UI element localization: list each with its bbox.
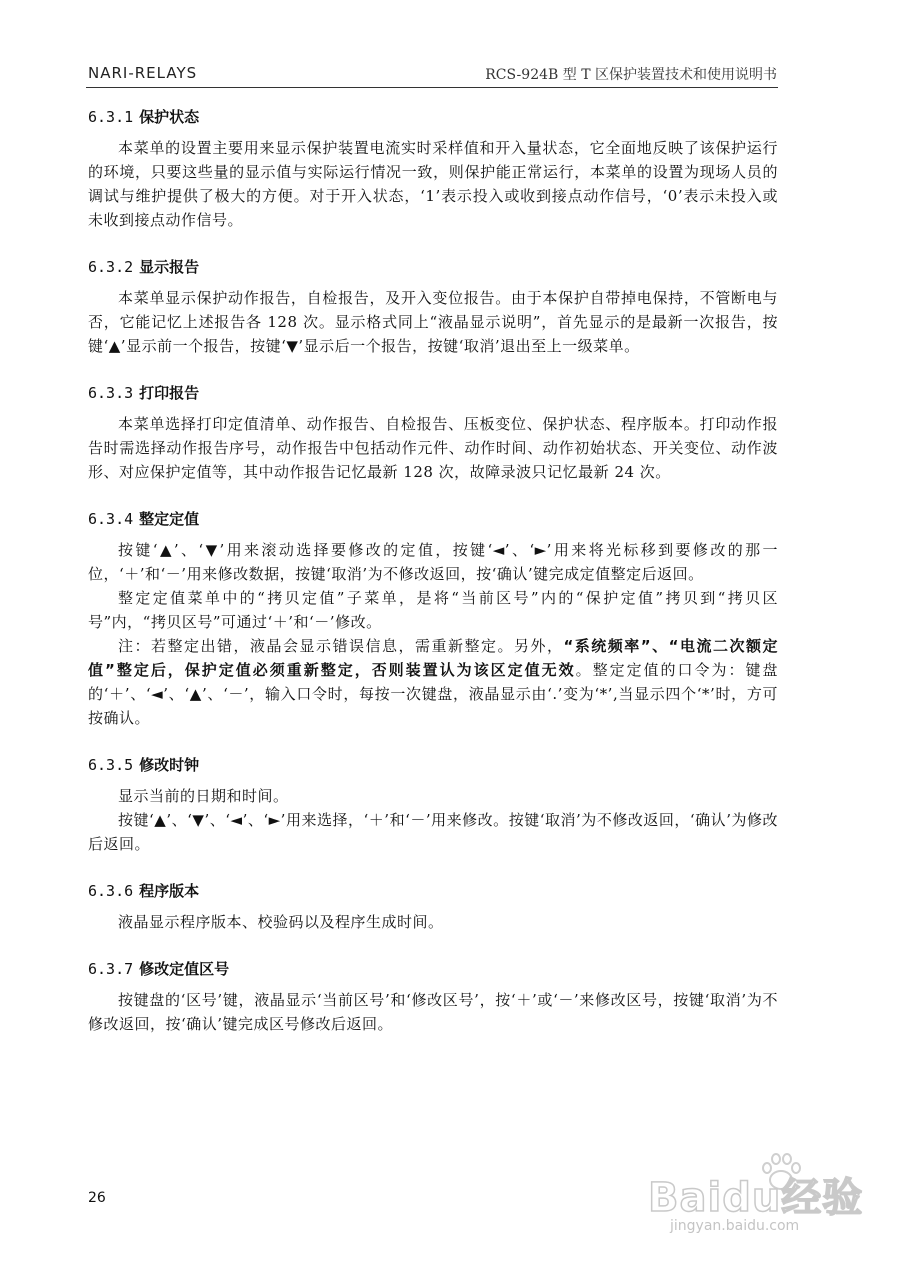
section-number: 6.3.4 xyxy=(88,510,134,528)
page-number: 26 xyxy=(88,1190,106,1206)
section-title: 整定定值 xyxy=(139,510,200,528)
paragraph: 按键‘▲’、‘▼’、‘◄’、‘►’用来选择，‘＋’和‘－’用来修改。按键‘取消’为不修改返回，‘确认’为修改后返回。 xyxy=(88,811,778,853)
paragraph: 按键‘▲’、‘▼’用来滚动选择要修改的定值，按键‘◄’、‘►’用来将光标移到要修改的那一位，‘＋’和‘－’用来修改数据，按键‘取消’为不修改返回，按‘确认’键完成定值整定后返回。 xyxy=(88,541,778,583)
section-number: 6.3.1 xyxy=(88,108,134,126)
paragraph: 按键盘的‘区号’键，液晶显示‘当前区号’和‘修改区号’，按‘＋’或‘－’来修改区号，按键‘取消’为不修改返回，按‘确认’键完成区号修改后返回。 xyxy=(88,991,778,1033)
section-title: 修改时钟 xyxy=(139,756,200,774)
note-prefix: 注：若整定出错，液晶会显示错误信息，需重新整定。另外， xyxy=(118,637,564,655)
note-bold-warning: “系统频率”、“电流二次额定值”整定后，保护定值必须重新整定，否则装置认为该区定值无效 xyxy=(88,637,778,679)
watermark xyxy=(640,1140,890,1260)
note-paragraph xyxy=(88,634,778,730)
section-heading xyxy=(88,506,778,532)
header-manual-title: RCS-924B 型 T 区保护装置技术和使用说明书 xyxy=(485,67,777,83)
paragraph: 液晶显示程序版本、校验码以及程序生成时间。 xyxy=(118,913,444,931)
section-program-version xyxy=(88,878,778,934)
section-protection-status xyxy=(88,104,778,232)
paragraph: 本菜单选择打印定值清单、动作报告、自检报告、压板变位、保护状态、程序版本。打印动作报告时需选择动作报告序号，动作报告中包括动作元件、动作时间、动作初始状态、开关变位、动作波形、对应保护定值等，其中动作报告记忆最新 128 次，故障录波只记忆最新 24 次。 xyxy=(88,415,778,481)
section-title: 程序版本 xyxy=(139,882,200,900)
section-modify-zone xyxy=(88,956,778,1036)
section-number: 6.3.7 xyxy=(88,960,134,978)
section-heading xyxy=(88,752,778,778)
section-heading xyxy=(88,878,778,904)
sections-container xyxy=(88,104,778,1036)
section-number: 6.3.5 xyxy=(88,756,134,774)
section-number: 6.3.6 xyxy=(88,882,134,900)
section-title: 修改定值区号 xyxy=(139,960,230,978)
section-heading xyxy=(88,956,778,982)
section-title: 保护状态 xyxy=(139,108,200,126)
watermark-logo: Baidu经验 xyxy=(648,1175,864,1221)
section-heading xyxy=(88,380,778,406)
section-number: 6.3.3 xyxy=(88,384,134,402)
paragraph: 本菜单显示保护动作报告，自检报告，及开入变位报告。由于本保护自带掉电保持，不管断电与否，它能记忆上述报告各 128 次。显示格式同上“液晶显示说明”，首先显示的是最新一次报告，按键‘▲’显示前一个报告，按键‘▼’显示后一个报告，按键‘取消’退出至上一级菜单。 xyxy=(88,289,778,355)
note-suffix: 。整定定值的口令为：键盘的‘＋’、‘◄’、‘▲’、‘－’，输入口令时，每按一次键盘，液晶显示由‘.’变为‘*’,当显示四个‘*’时，方可按确认。 xyxy=(88,661,778,727)
header-divider xyxy=(86,87,778,88)
section-display-report xyxy=(88,254,778,358)
section-title: 打印报告 xyxy=(139,384,200,402)
paragraph: 本菜单的设置主要用来显示保护装置电流实时采样值和开入量状态，它全面地反映了该保护运行的环境，只要这些量的显示值与实际运行情况一致，则保护能正常运行，本菜单的设置为现场人员的调试与维护提供了极大的方便。对于开入状态，‘1’表示投入或收到接点动作信号，‘0’表示未投入或未收到接点动作信号。 xyxy=(88,139,778,229)
section-heading xyxy=(88,104,778,130)
section-modify-clock xyxy=(88,752,778,856)
watermark-url: jingyan.baidu.com xyxy=(670,1218,800,1234)
section-heading xyxy=(88,254,778,280)
header-brand: NARI-RELAYS xyxy=(88,64,198,82)
section-number: 6.3.2 xyxy=(88,258,134,276)
section-setting-values xyxy=(88,506,778,730)
paragraph: 显示当前的日期和时间。 xyxy=(118,787,289,805)
section-title: 显示报告 xyxy=(139,258,200,276)
section-print-report xyxy=(88,380,778,484)
paragraph: 整定定值菜单中的“拷贝定值”子菜单，是将“当前区号”内的“保护定值”拷贝到“拷贝区号”内，“拷贝区号”可通过‘＋’和‘－’修改。 xyxy=(88,589,778,631)
